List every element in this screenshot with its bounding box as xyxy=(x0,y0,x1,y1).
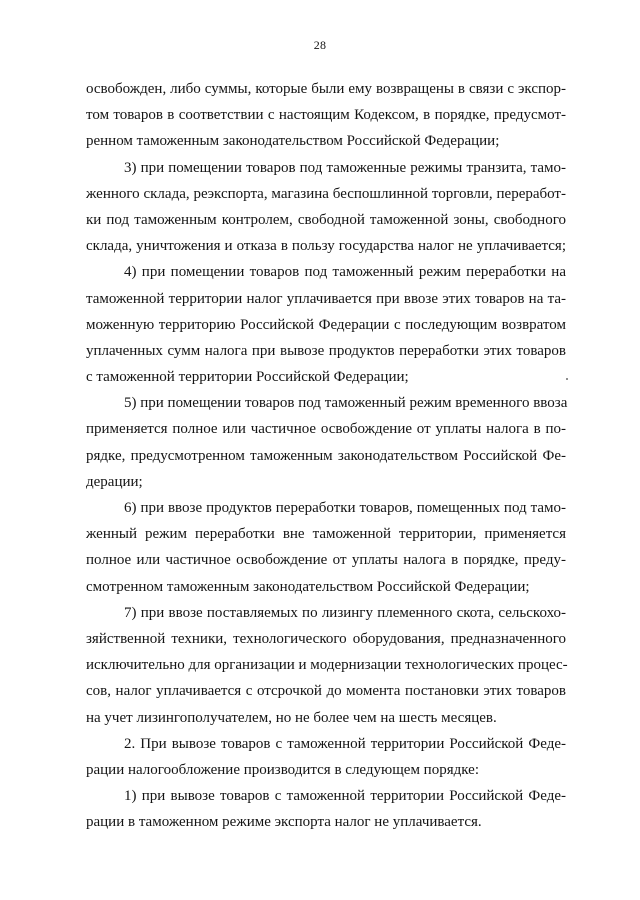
text-line: женный режим переработки вне таможенной территории, применяется xyxy=(86,526,566,543)
scan-speck xyxy=(566,378,568,380)
text-line: на учет лизингополучателем, но не более чем на шесть месяцев. xyxy=(86,709,497,726)
text-line: 7) при ввозе поставляемых по лизингу племенного скота, сельскохо- xyxy=(124,604,566,621)
text-line: зяйственной техники, технологического оборудования, предназначенного xyxy=(86,630,566,647)
text-line: рации налогообложение производится в следующем порядке: xyxy=(86,761,479,778)
text-line: склада, уничтожения и отказа в пользу государства налог не уплачивается; xyxy=(86,238,566,255)
paragraph-continuation xyxy=(86,76,566,155)
paragraph-item-7 xyxy=(86,600,566,731)
text-line: 4) при помещении товаров под таможенный режим переработки на xyxy=(124,264,566,281)
paragraph-item-3 xyxy=(86,155,566,260)
paragraph-item-6 xyxy=(86,495,566,600)
text-line: дерации; xyxy=(86,473,143,490)
text-line: 6) при ввозе продуктов переработки товаров, помещенных под тамо- xyxy=(124,500,566,516)
document-body xyxy=(86,76,566,835)
paragraph-item-4 xyxy=(86,259,566,390)
text-line: таможенной территории налог уплачивается при ввозе этих товаров на та- xyxy=(86,290,566,307)
paragraph-section-2 xyxy=(86,731,566,783)
text-line: 3) при помещении товаров под таможенные режимы транзита, тамо- xyxy=(124,159,566,176)
text-line: уплаченных сумм налога при вывозе продуктов переработки этих товаров xyxy=(86,342,566,359)
page-number: 28 xyxy=(313,38,327,52)
text-line: женного склада, реэкспорта, магазина беспошлинной торговли, переработ- xyxy=(86,185,566,202)
text-line: 5) при помещении товаров под таможенный режим временного ввоза xyxy=(124,395,568,412)
text-line: том товаров в соответствии с настоящим Кодексом, в порядке, предусмот- xyxy=(86,107,566,124)
text-line: применяется полное или частичное освобождение от уплаты налога в по- xyxy=(86,421,566,438)
text-line: исключительно для организации и модернизации технологических процес- xyxy=(86,657,568,674)
text-line: освобожден, либо суммы, которые были ему возвращены в связи с экспор- xyxy=(86,81,566,97)
text-line: смотренном таможенным законодательством Российской Федерации; xyxy=(86,578,530,595)
paragraph-item-5 xyxy=(86,390,566,495)
paragraph-subitem-1 xyxy=(86,783,566,835)
text-line: моженную территорию Российской Федерации с последующим возвратом xyxy=(86,316,566,333)
text-line: полное или частичное освобождение от уплаты налога в порядке, преду- xyxy=(86,552,566,569)
text-line: рации в таможенном режиме экспорта налог не уплачивается. xyxy=(86,814,482,831)
text-line: сов, налог уплачивается с отсрочкой до момента постановки этих товаров xyxy=(86,683,566,700)
text-line: рядке, предусмотренном таможенным законодательством Российской Фе- xyxy=(86,447,566,464)
text-line: 2. При вывозе товаров с таможенной территории Российской Феде- xyxy=(124,735,566,752)
text-line: ренном таможенным законодательством Российской Федерации; xyxy=(86,133,500,150)
text-line: ки под таможенным контролем, свободной таможенной зоны, свободного xyxy=(86,211,566,228)
text-line: с таможенной территории Российской Федерации; xyxy=(86,369,409,386)
text-line: 1) при вывозе товаров с таможенной территории Российской Феде- xyxy=(124,788,566,805)
